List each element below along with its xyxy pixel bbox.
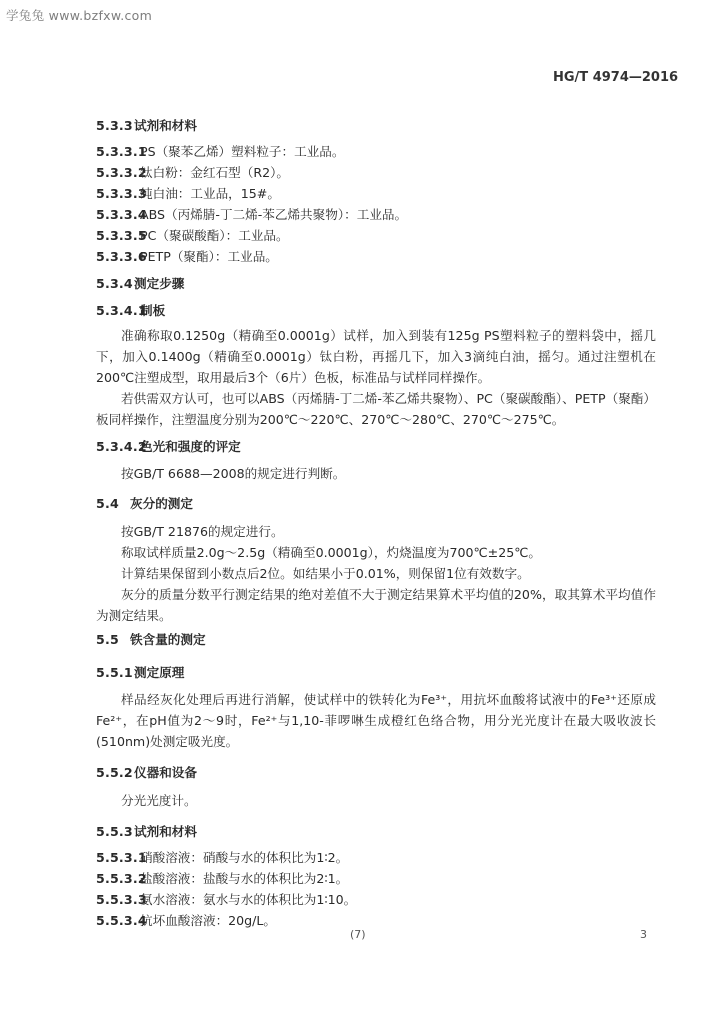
- list-item: [96, 847, 348, 868]
- paragraph-ash-precision: 灰分的质量分数平行测定结果的绝对差值不大于测定结果算术平均值的20%，取其算术平均值作为测定结果。: [96, 587, 656, 623]
- list-item: [96, 141, 345, 162]
- section-title: 试剂和材料: [134, 118, 197, 133]
- section-heading-5-5-2: [96, 762, 197, 783]
- document-id: HG/T 4974—2016: [553, 70, 679, 85]
- section-title: 铁含量的测定: [130, 632, 206, 647]
- paragraph-evaluation: 按GB/T 6688—2008的规定进行判断。: [121, 466, 346, 481]
- item-text: 抗坏血酸溶液：20g/L。: [140, 913, 277, 928]
- item-text: PS（聚苯乙烯）塑料粒子：工业品。: [140, 144, 345, 159]
- section-title: 测定原理: [134, 665, 185, 680]
- section-heading-5-5: [96, 629, 206, 650]
- list-item: [96, 910, 276, 931]
- section-heading-5-5-3: [96, 821, 197, 842]
- section-heading-5-3-4-1: [96, 300, 165, 321]
- section-heading-5-3-3: [96, 115, 197, 136]
- item-number: 5.5.3.3: [96, 892, 147, 907]
- item-number: 5.5.3.2: [96, 871, 147, 886]
- list-item: [96, 204, 407, 225]
- list-item: [96, 889, 356, 910]
- paragraph-ash-sample: 称取试样质量2.0g～2.5g（精确至0.0001g），灼烧温度为700℃±25℃。: [121, 545, 541, 560]
- section-number: 5.5: [96, 632, 119, 647]
- section-number: 5.3.4: [96, 276, 133, 291]
- section-title: 色光和强度的评定: [140, 439, 241, 454]
- item-text: PC（聚碳酸酯）：工业品。: [140, 228, 289, 243]
- item-text: 盐酸溶液：盐酸与水的体积比为2∶1。: [140, 871, 349, 886]
- page-number-center: (7): [350, 928, 366, 941]
- section-title: 灰分的测定: [130, 496, 193, 511]
- item-number: 5.3.3.5: [96, 228, 147, 243]
- page-number: 3: [640, 928, 647, 941]
- section-number: 5.5.2: [96, 765, 133, 780]
- item-text: 硝酸溶液：硝酸与水的体积比为1∶2。: [140, 850, 349, 865]
- section-heading-5-5-1: [96, 662, 184, 683]
- item-number: 5.3.3.1: [96, 144, 147, 159]
- item-text: 纯白油：工业品，15#。: [140, 186, 280, 201]
- section-number: 5.5.1: [96, 665, 133, 680]
- watermark: 学兔兔 www.bzfxw.com: [6, 8, 153, 23]
- item-text: ABS（丙烯腈-丁二烯-苯乙烯共聚物）：工业品。: [140, 207, 408, 222]
- section-number: 5.3.3: [96, 118, 133, 133]
- list-item: [96, 246, 278, 267]
- section-title: 试剂和材料: [134, 824, 197, 839]
- item-number: 5.3.3.2: [96, 165, 147, 180]
- item-number: 5.3.3.4: [96, 207, 147, 222]
- list-item: [96, 868, 348, 889]
- section-title: 仪器和设备: [134, 765, 197, 780]
- paragraph-ash-result: 计算结果保留到小数点后2位。如结果小于0.01%，则保留1位有效数字。: [121, 566, 530, 581]
- paragraph-preparation: 准确称取0.1250g（精确至0.0001g）试样，加入到装有125g PS塑料粒子的塑料袋中，摇几下，加入0.1400g（精确至0.0001g）钛白粉，再摇几下，加入3滴纯白油，摇匀。通过注塑机在200℃注塑成型，取用最后3个（6片）色板，标准品与试样同样操作。: [96, 328, 656, 385]
- section-number: 5.4: [96, 496, 119, 511]
- section-heading-5-3-4-2: [96, 436, 241, 457]
- item-number: 5.5.3.4: [96, 913, 147, 928]
- list-item: [96, 162, 289, 183]
- section-number: 5.3.4.1: [96, 303, 147, 318]
- list-item: [96, 183, 280, 204]
- section-title: 制板: [140, 303, 166, 318]
- section-heading-5-3-4: [96, 273, 184, 294]
- item-number: 5.5.3.1: [96, 850, 147, 865]
- paragraph-principle: 样品经灰化处理后再进行消解，使试样中的铁转化为Fe³⁺，用抗坏血酸将试液中的Fe³⁺还原成Fe²⁺，在pH值为2～9时，Fe²⁺与1,10-菲啰啉生成橙红色络合物，用分光光度计在最大吸收波长(510nm)处测定吸光度。: [96, 692, 656, 749]
- section-number: 5.3.4.2: [96, 439, 147, 454]
- paragraph-alternative-resins: 若供需双方认可，也可以ABS（丙烯腈-丁二烯-苯乙烯共聚物）、PC（聚碳酸酯）、PETP（聚酯）板同样操作，注塑温度分别为200℃～220℃、270℃～280℃、270℃～275℃。: [96, 391, 656, 427]
- list-item: [96, 225, 289, 246]
- item-number: 5.3.3.6: [96, 249, 147, 264]
- section-heading-5-4: [96, 493, 193, 514]
- item-number: 5.3.3.3: [96, 186, 147, 201]
- section-title: 测定步骤: [134, 276, 185, 291]
- item-text: PETP（聚酯）：工业品。: [140, 249, 278, 264]
- item-text: 氨水溶液：氨水与水的体积比为1∶10。: [140, 892, 357, 907]
- section-number: 5.5.3: [96, 824, 133, 839]
- item-text: 钛白粉：金红石型（R2）。: [140, 165, 289, 180]
- paragraph-instrument: 分光光度计。: [121, 793, 197, 808]
- paragraph-ash-method: 按GB/T 21876的规定进行。: [121, 524, 284, 539]
